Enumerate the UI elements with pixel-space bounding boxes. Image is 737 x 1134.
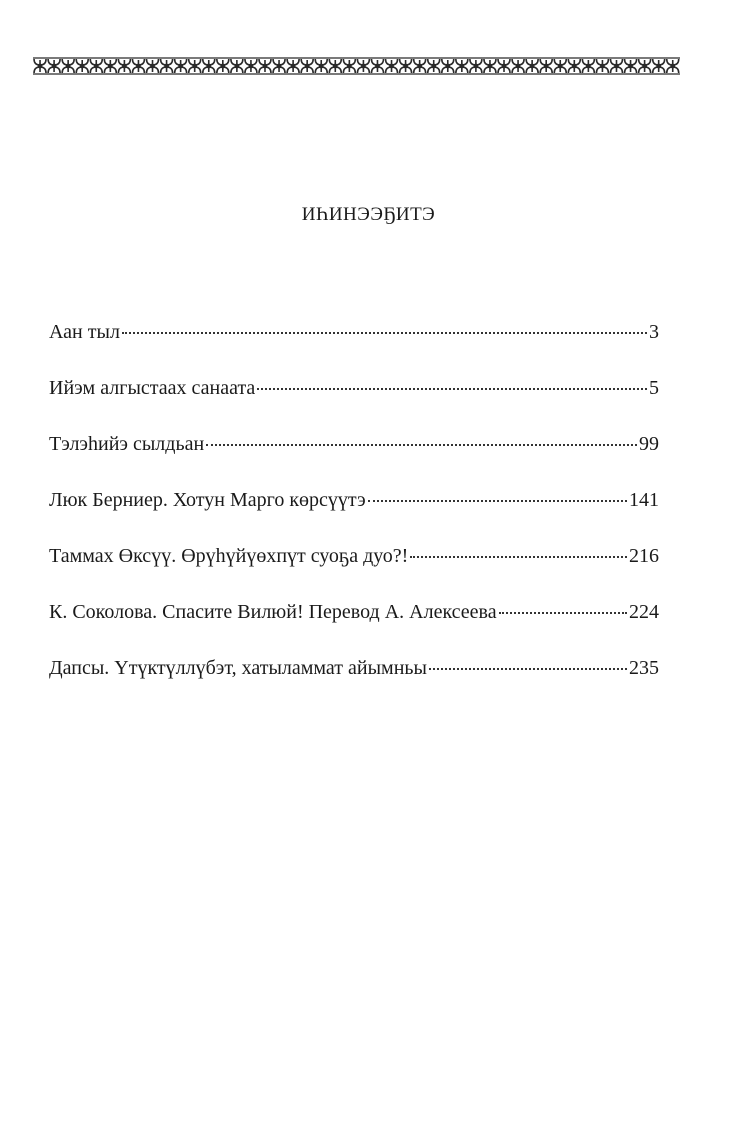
ornament-motif [273,59,285,73]
toc-entry-title: Таммах Өксүү. Өрүһүйүөхпүт суоҕа дуо?! [49,545,409,567]
ornament-motif [512,59,524,73]
toc-leader-dots [206,444,637,446]
ornament-motif [596,59,608,73]
table-of-contents [49,318,659,710]
toc-leader-dots [429,668,627,670]
page-title: ИҺИНЭЭҔИТЭ [301,204,436,225]
toc-entry[interactable] [49,542,659,598]
ornament-motif [470,59,482,73]
toc-entry-page: 5 [649,377,659,399]
ornament-motif [118,59,130,73]
ornament-motif [189,59,201,73]
toc-leader-dots [368,500,627,502]
toc-entry[interactable] [49,318,659,374]
ornament-motif [582,59,594,73]
ornament-motif [386,59,398,73]
ornament-motif [90,59,102,73]
toc-entry-page: 235 [629,657,659,679]
ornament-motif [62,59,74,73]
ornament-motif [484,59,496,73]
toc-entry-title: Ийэм алгыстаах санаата [49,377,256,399]
ornament-motif [315,59,327,73]
ornament-motif [357,59,369,73]
decorative-border-icon [33,57,680,75]
ornament-motif [526,59,538,73]
ornament-motif [48,59,60,73]
toc-leader-dots [122,332,647,334]
ornament-motif [456,59,468,73]
ornament-motif [400,59,412,73]
ornament-motif [428,59,440,73]
toc-leader-dots [499,612,627,614]
ornament-motif [34,59,46,73]
ornament-motif [132,59,144,73]
ornament-motif [203,59,215,73]
toc-entry[interactable] [49,430,659,486]
ornament-motif [371,59,383,73]
toc-entry[interactable] [49,598,659,654]
ornament-motif [414,59,426,73]
ornament-motif [161,59,173,73]
toc-entry-title: Тэлэһийэ сылдьан [49,433,205,455]
toc-entry-title: К. Соколова. Спасите Вилюй! Перевод А. Алексеева [49,601,497,623]
toc-entry-page: 99 [639,433,659,455]
ornament-motif [554,59,566,73]
ornament-motif [568,59,580,73]
ornament-motif [287,59,299,73]
toc-entry[interactable] [49,654,659,710]
toc-leader-dots [410,556,627,558]
ornament-motif [540,59,552,73]
toc-leader-dots [257,388,647,390]
toc-entry[interactable] [49,374,659,430]
ornament-motif [329,59,341,73]
toc-entry-title: Аан тыл [49,321,120,343]
ornament-motif [498,59,510,73]
ornament-motif [667,59,679,73]
ornament-motif [442,59,454,73]
ornament-motif [343,59,355,73]
ornament-motif [76,59,88,73]
ornament-motif [147,59,159,73]
ornament-motif [217,59,229,73]
ornament-motif [301,59,313,73]
ornament-motif [245,59,257,73]
ornament-motif [231,59,243,73]
ornament-motif [175,59,187,73]
ornament-motif [653,59,665,73]
ornament-motif [639,59,651,73]
toc-entry-page: 141 [629,489,659,511]
toc-entry-page: 3 [649,321,659,343]
toc-entry-title: Люк Берниер. Хотун Марго көрсүүтэ [49,489,366,511]
ornament-motif [625,59,637,73]
toc-entry-page: 216 [629,545,659,567]
toc-entry-title: Дапсы. Үтүктүллүбэт, хатыламмат айымньы [49,657,427,679]
ornament-motif [610,59,622,73]
ornament-motif [104,59,116,73]
toc-entry-page: 224 [629,601,659,623]
ornament-motif [259,59,271,73]
toc-entry[interactable] [49,486,659,542]
